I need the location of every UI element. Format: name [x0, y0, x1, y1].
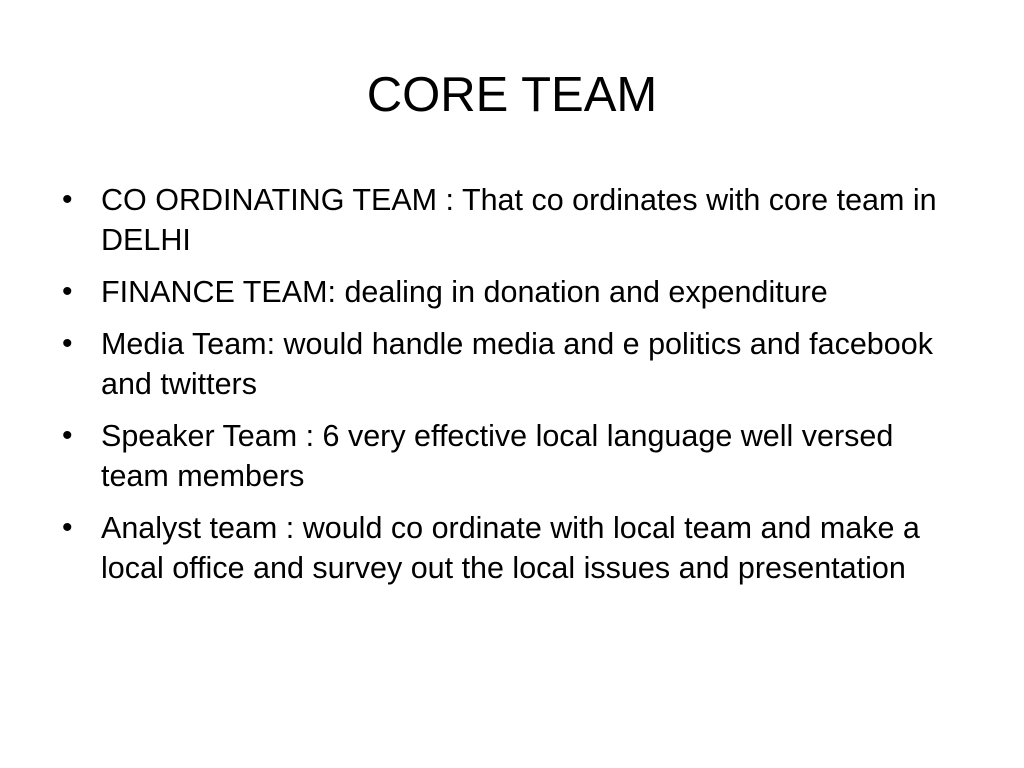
bullet-icon: • — [62, 419, 73, 452]
list-item — [62, 416, 962, 496]
list-item — [62, 508, 962, 588]
bullet-icon: • — [62, 327, 73, 360]
list-item — [62, 272, 962, 312]
bullet-text: Media Team: would handle media and e politics and facebook and twitters — [101, 327, 933, 401]
bullet-icon: • — [62, 275, 73, 308]
bullet-icon: • — [62, 511, 73, 544]
bullet-icon: • — [62, 183, 73, 216]
bullet-text: Speaker Team : 6 very effective local language well versed team members — [101, 419, 894, 493]
bullet-text: Analyst team : would co ordinate with local team and make a local office and survey out the local issues and presentation — [101, 511, 920, 585]
slide-title: CORE TEAM — [366, 68, 658, 122]
list-item — [62, 180, 962, 260]
bullet-list — [62, 180, 962, 600]
bullet-text: FINANCE TEAM: dealing in donation and expenditure — [101, 275, 828, 309]
list-item — [62, 324, 962, 404]
bullet-text: CO ORDINATING TEAM : That co ordinates with core team in DELHI — [101, 183, 937, 257]
